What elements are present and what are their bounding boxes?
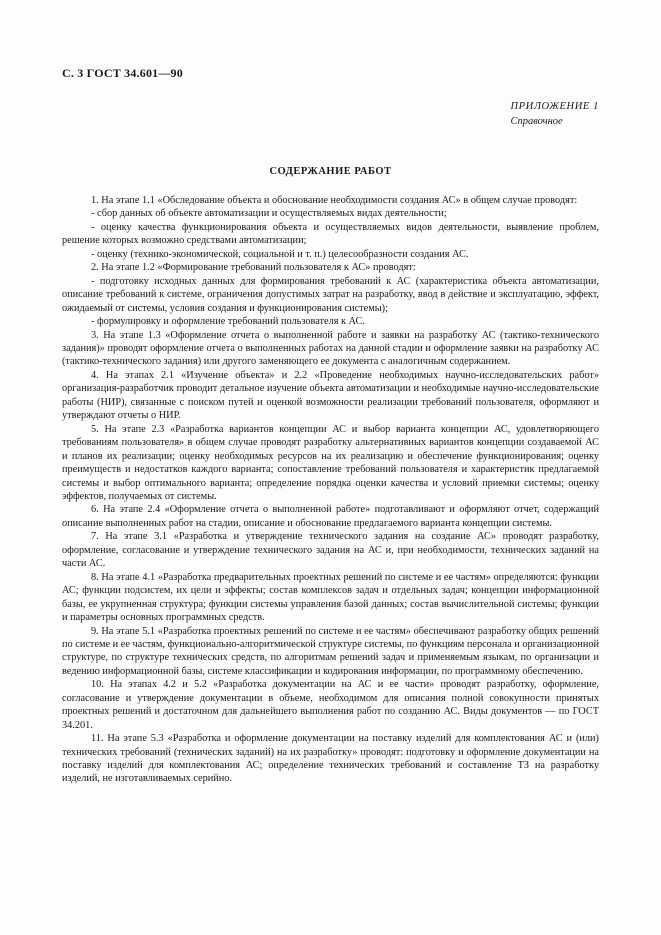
paragraph: 4. На этапах 2.1 «Изучение объекта» и 2.2 «Проведение необходимых научно-исследовательских работ» организация-разработчик проводит детальное изучение объекта автоматизации и необходимые научно-исследовательские работы (НИР), связанные с поиском путей и оценкой возможности реализации требований пользователя, оформляют и утверждают отчеты о НИР. (62, 369, 599, 422)
list-item: - оценку качества функционирования объекта и осуществляемых видов деятельности, выявление проблем, решение которых возможно средствами автоматизации; (62, 221, 599, 247)
paragraph: 7. На этапе 3.1 «Разработка и утверждение технического задания на создание АС» проводят разработку, оформление, согласование и утверждение технического задания на АС и, при необходимости, технических заданий на части АС. (62, 531, 599, 570)
list-item: - сбор данных об объекте автоматизации и осуществляемых видах деятельности; (91, 208, 447, 220)
list-item: - оценку (технико-экономической, социальной и т. п.) целесообразности создания АС. (91, 248, 469, 260)
paragraph: 11. На этапе 5.3 «Разработка и оформление документации на поставку изделий для комплектования АС и (или) технических требований (технических заданий) на их разработку» проводят: подготовку и оформление документации на поставку изделий для комплектования АС; определение технических требований и составление ТЗ на разработку изделий, не изготавливаемых серийно. (62, 733, 599, 785)
list-item: - подготовку исходных данных для формирования требований к АС (характеристика объекта автоматизации, описание требований к системе, ограничения допустимых затрат на разработку, ввод в действие и эксплуатацию, эффект, ожидаемый от системы, условия создания и функционирования системы); (62, 275, 599, 314)
paragraph: 10. На этапах 4.2 и 5.2 «Разработка документации на АС и ее части» проводят разработку, оформление, согласование и утверждение документации в объеме, необходимом для описания полной совокупности принятых проектных решений и достаточном для дальнейшего выполнения работ по созданию АС. Виды документов — по ГОСТ 34.201. (62, 679, 599, 731)
paragraph: 5. На этапе 2.3 «Разработка вариантов концепции АС и выбор варианта концепции АС, удовлетворяющего требованиям пользователя» в общем случае проводят разработку альтернативных вариантов концепции создаваемой АС и планов их реализации; оценку необходимых ресурсов на их реализацию и обеспечение функционирования; оценку преимуществ и недостатков каждого варианта; сопоставление требований пользователя и характеристик предлагаемой системы и выбор оптимального варианта; определение порядка оценки качества и условий приемки системы; оценку эффектов, получаемых от системы. (62, 423, 599, 502)
paragraph: 9. На этапе 5.1 «Разработка проектных решений по системе и ее частям» обеспечивают разработку общих решений по системе и ее частям, функционально-алгоритмической структуре системы, по функциям персонала и организационной структуре, по структуре технических средств, по алгоритмам решений задач и применяемым языкам, по организации и ведению информационной базы, системе классификации и кодирования информации, по программному обеспечению. (62, 625, 599, 677)
paragraph: 2. На этапе 1.2 «Формирование требований пользователя к АС» проводят: (91, 262, 416, 274)
paragraph: 8. На этапе 4.1 «Разработка предварительных проектных решений по системе и ее частям» определяются: функции АС; функции подсистем, их цели и эффекты; состав комплексов задач и отдельных задач; концепции информационной базы, ее укрупненная структура; функции системы управления базой данных; состав вычислительной системы; функции и параметры основных программных средств. (62, 571, 599, 624)
appendix-label: ПРИЛОЖЕНИЕ 1 (510, 101, 599, 112)
list-item: - формулировку и оформление требований пользователя к АС. (91, 316, 365, 328)
section-title: СОДЕРЖАНИЕ РАБОТ (269, 166, 392, 177)
page-header: С. 3 ГОСТ 34.601—90 (62, 66, 183, 80)
appendix-block (510, 99, 599, 129)
paragraph: 3. На этапе 1.3 «Оформление отчета о выполненной работе и заявки на разработку АС (тактико-технического задания)» проводят оформление отчета о выполненных работах на данной стадии и оформление заявки на разработку АС (тактико-технического задания) или другого заменяющего ее документа с аналогичным содержанием. (62, 329, 599, 368)
paragraph: 1. На этапе 1.1 «Обследование объекта и обоснование необходимости создания АС» в общем случае проводят: (91, 195, 578, 206)
paragraph: 6. На этапе 2.4 «Оформление отчета о выполненной работе» подготавливают и оформляют отчет, содержащий описание выполненных работ на стадии, описание и обоснование предлагаемого варианта концепции системы. (62, 504, 599, 529)
document-body (62, 194, 599, 786)
appendix-note: Справочное (510, 116, 563, 127)
